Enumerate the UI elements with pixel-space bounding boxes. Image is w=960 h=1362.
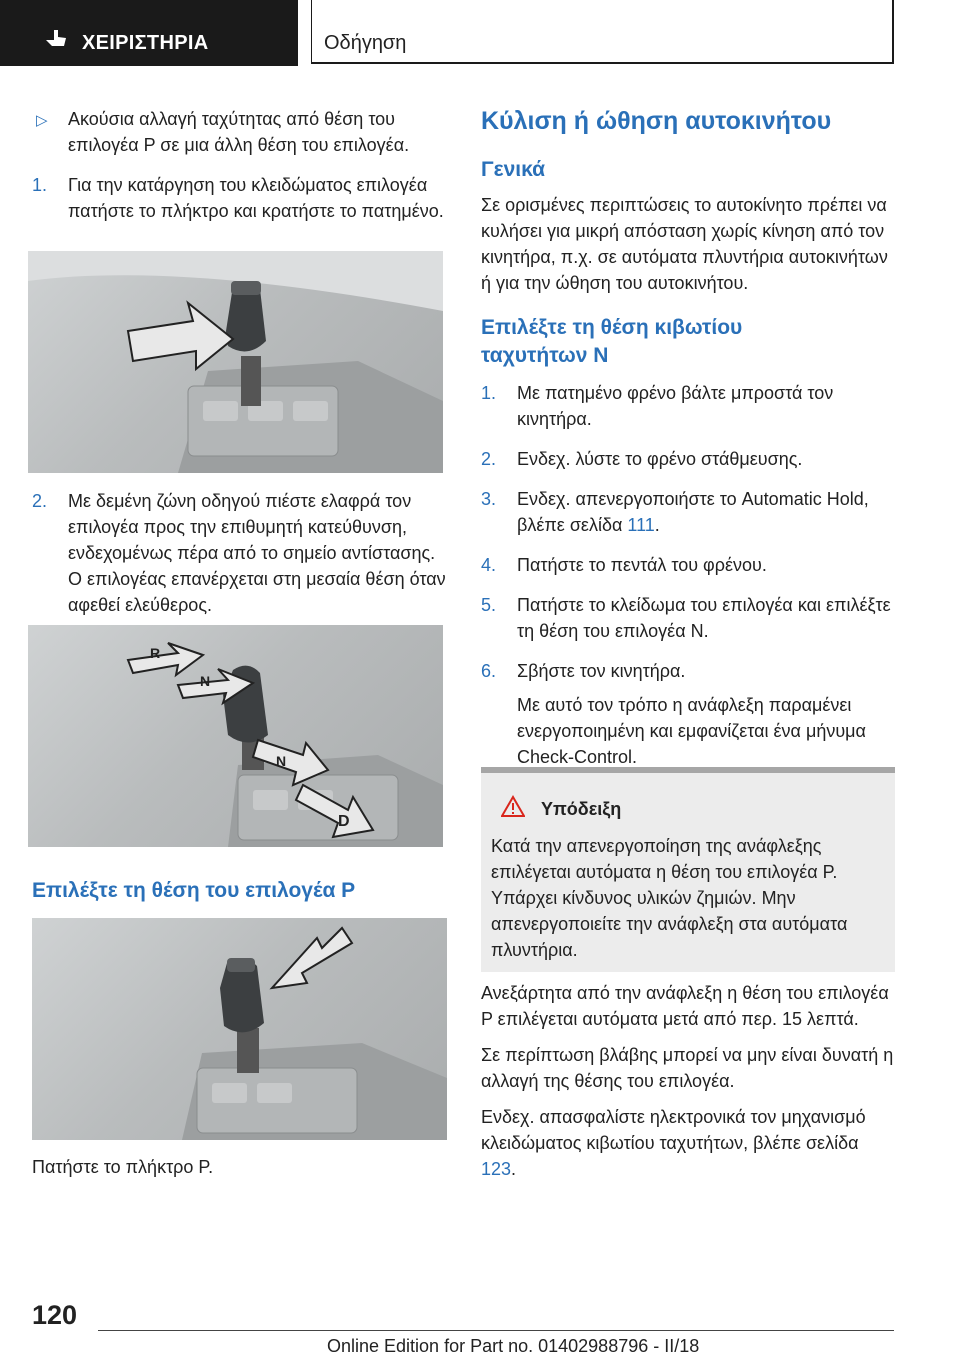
caption-press-p: Πατήστε το πλήκτρο P. — [32, 1157, 214, 1177]
general-text: Σε ορισμένες περιπτώσεις το αυτοκίνητο πρέπει να κυλήσει για μικρή απόσταση χωρίς κίνηση από τον κινητήρα, π.χ. σε αυτόματα πλυντήρια αυτοκινήτων ή για την ώθηση του αυτοκινήτου. — [481, 195, 888, 293]
section-heading: Κύλιση ή ώθηση αυτοκινήτου — [481, 107, 832, 135]
gear-label-n: N — [200, 673, 211, 689]
note-text: Κατά την απενεργοποίηση της ανάφλεξης επιλέγεται αυτόματα η θέση του επιλογέα P. Υπάρχει κίνδυνος υλικών ζημιών. Μην απενεργοποιείτε την ανάφλεξη στα αυτόματα πλυντήρια. — [491, 836, 848, 960]
list-item: 2. Με δεμένη ζώνη οδηγού πιέστε ελαφρά τον επιλογέα προς την επιθυμητή κατεύθυνση, ενδεχομένως πέρα από το σημείο αντίστασης. Ο επιλογέας επανέρχεται στη μεσαία θέση όταν αφεθεί ελεύθερος. — [32, 491, 446, 615]
steps-list — [481, 380, 895, 804]
list-item: 4. Πατήστε το πεντάλ του φρένου. — [481, 555, 767, 575]
gear-selector-image-1 — [28, 251, 443, 473]
gear-selector-image-2 — [28, 625, 443, 847]
gear-label-n: N — [276, 753, 287, 769]
section-title: ΧΕΙΡΙΣΤΗΡΙΑ — [82, 32, 209, 54]
list-item: 5. Πατήστε το κλείδωμα του επιλογέα και επιλέξτε τη θέση του επιλογέα N. — [481, 595, 891, 641]
left-column-step2 — [32, 488, 452, 632]
list-item: 3. Ενδεχ. απενεργοποιήστε το Automatic Hold, βλέπε σελίδα 111. — [481, 489, 869, 535]
chapter-title: Οδήγηση — [324, 32, 407, 54]
page-link[interactable]: 111 — [627, 515, 655, 535]
right-column — [481, 106, 895, 804]
note-box — [481, 767, 895, 972]
list-item: ▷ Ακούσια αλλαγή ταχύτητας από θέση του επιλογέα P σε μια άλλη θέση του επιλογέα. — [36, 109, 410, 155]
select-n-heading: Επιλέξτε τη θέση κιβωτίου ταχυτήτων N — [481, 316, 743, 367]
footer-divider — [98, 1330, 894, 1331]
heading-select-p: Επιλέξτε τη θέση του επιλογέα P — [32, 879, 356, 902]
paragraph: Σε περίπτωση βλάβης μπορεί να μην είναι δυνατή η αλλαγή της θέσης του επιλογέα. — [481, 1045, 894, 1091]
page-number: 120 — [32, 1300, 78, 1330]
step6-extra: Με αυτό τον τρόπο η ανάφλεξη παραμένει ενεργοποιημένη και εμφανίζεται ένα μήνυμα Check-Control. — [517, 695, 866, 767]
gear-selector-image-3 — [32, 918, 447, 1140]
footer-text: Online Edition for Part no. 01402988796 - II/18 — [327, 1336, 700, 1356]
list-item: 1. Για την κατάργηση του κλειδώματος επιλογέα πατήστε το πλήκτρο και κρατήστε το πατημένο. — [32, 175, 444, 221]
paragraph: Ενδεχ. απασφαλίστε ηλεκτρονικά τον μηχανισμό κλειδώματος κιβωτίου ταχυτήτων, βλέπε σελίδα 123. — [481, 1107, 866, 1179]
warning-icon — [501, 795, 525, 817]
gear-label-d: D — [338, 813, 350, 830]
left-column-top — [32, 106, 452, 238]
gear-label-r: R — [150, 645, 161, 661]
header-chapter — [311, 0, 894, 64]
general-heading: Γενικά — [481, 158, 546, 181]
note-title: Υπόδειξη — [541, 799, 622, 819]
page-link[interactable]: 123 — [481, 1159, 512, 1179]
triangle-bullet-icon: ▷ — [36, 112, 48, 129]
header-section-tab — [0, 0, 298, 66]
list-item: 6. Σβήστε τον κινητήρα. — [481, 661, 686, 681]
paragraph: Ανεξάρτητα από την ανάφλεξη η θέση του επιλογέα P επιλέγεται αυτόματα μετά από περ. 15 λεπτά. — [481, 983, 889, 1029]
hand-pointer-icon — [44, 28, 68, 50]
right-column-bottom — [481, 980, 895, 1182]
list-item: 1. Με πατημένο φρένο βάλτε μπροστά τον κινητήρα. — [481, 383, 834, 429]
list-item: 2. Ενδεχ. λύστε το φρένο στάθμευσης. — [481, 449, 803, 469]
